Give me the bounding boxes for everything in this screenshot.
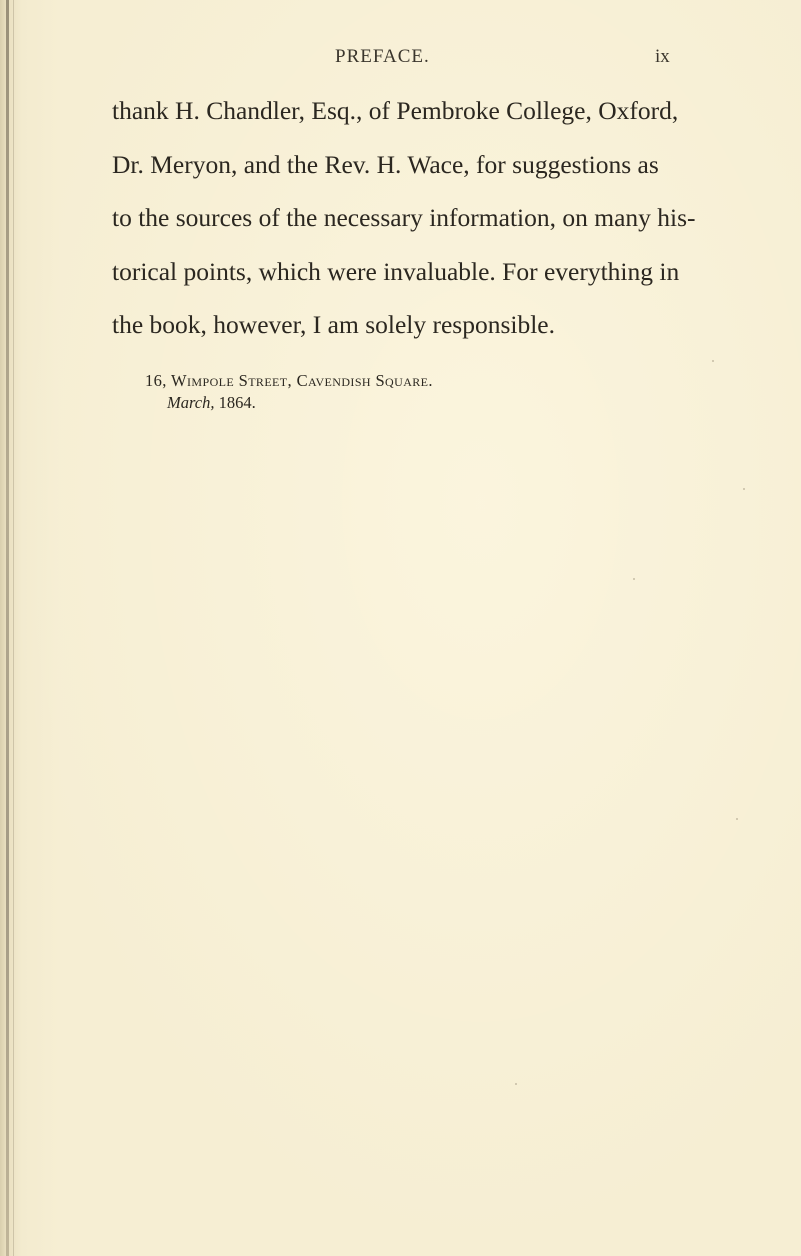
signature-date [145, 392, 705, 414]
gutter-shadow [6, 0, 9, 1256]
paper-speck [515, 1083, 517, 1085]
running-title: PREFACE. [335, 46, 430, 67]
paper-speck [743, 488, 745, 490]
paper-speck [736, 818, 738, 820]
gutter-line [13, 0, 14, 1256]
page-number: ix [655, 46, 670, 67]
running-head [0, 46, 801, 76]
text-line: to the sources of the necessary information, on many his- [112, 203, 696, 232]
date-month: March, [167, 393, 215, 412]
text-line: torical points, which were invaluable. For everything in [112, 256, 680, 286]
paper-speck [712, 360, 714, 362]
body-paragraph [112, 84, 752, 352]
date-year: 1864. [214, 393, 256, 412]
paper-speck [633, 578, 635, 580]
signature-block [145, 370, 705, 414]
text-line: Dr. Meryon, and the Rev. H. Wace, for suggestions as [112, 149, 659, 179]
text-line: the book, however, I am solely responsible. [112, 310, 556, 339]
signature-address: 16, Wimpole Street, Cavendish Square. [145, 371, 433, 390]
text-line: thank H. Chandler, Esq., of Pembroke College, Oxford, [112, 96, 679, 125]
